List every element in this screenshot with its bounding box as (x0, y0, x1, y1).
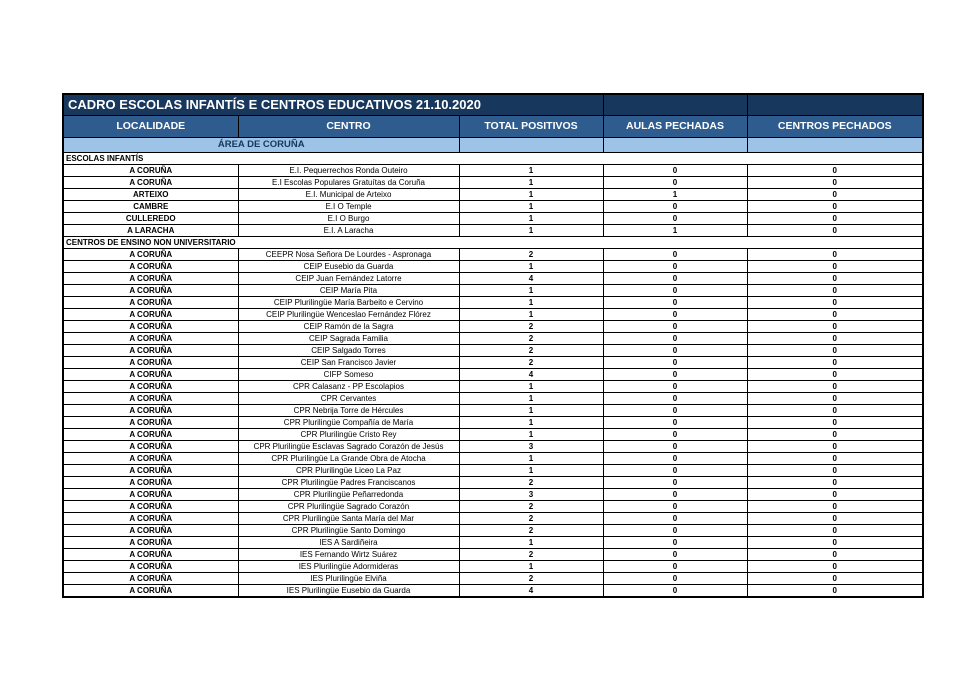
cell-localidade: A CORUÑA (63, 561, 238, 573)
table-row (63, 501, 923, 513)
table-row (63, 429, 923, 441)
cell-aulas-pechadas: 0 (603, 573, 747, 585)
cell-localidade: A CORUÑA (63, 429, 238, 441)
cell-total-positivos: 4 (459, 273, 603, 285)
column-header-localidade: LOCALIDADE (63, 116, 238, 138)
cell-centros-pechados: 0 (747, 429, 923, 441)
table-row (63, 417, 923, 429)
table-row (63, 321, 923, 333)
cell-centro: IES Plurilingüe Eusebio da Guarda (238, 585, 459, 598)
table-row (63, 405, 923, 417)
cell-localidade: A CORUÑA (63, 177, 238, 189)
cell-total-positivos: 1 (459, 405, 603, 417)
cell-localidade: CAMBRE (63, 201, 238, 213)
table-row (63, 345, 923, 357)
cell-localidade: A CORUÑA (63, 489, 238, 501)
cell-aulas-pechadas: 0 (603, 201, 747, 213)
cell-aulas-pechadas: 0 (603, 345, 747, 357)
cell-localidade: A CORUÑA (63, 417, 238, 429)
cell-aulas-pechadas: 0 (603, 369, 747, 381)
cell-aulas-pechadas: 0 (603, 585, 747, 598)
table-row (63, 441, 923, 453)
area-row-empty-cell-1 (459, 138, 603, 153)
cell-centro: E.I O Burgo (238, 213, 459, 225)
cell-centros-pechados: 0 (747, 213, 923, 225)
cell-localidade: A CORUÑA (63, 405, 238, 417)
cell-localidade: A CORUÑA (63, 501, 238, 513)
cell-centro: CPR Plurilingüe Santa María del Mar (238, 513, 459, 525)
cell-localidade: A CORUÑA (63, 525, 238, 537)
cell-centro: E.I O Temple (238, 201, 459, 213)
cell-aulas-pechadas: 0 (603, 561, 747, 573)
cell-centro: CIFP Someso (238, 369, 459, 381)
table-row (63, 225, 923, 237)
table-row (63, 453, 923, 465)
title-row-empty-cell-1 (603, 94, 747, 116)
cell-aulas-pechadas: 0 (603, 417, 747, 429)
cell-centro: E.I Escolas Populares Gratuítas da Coruña (238, 177, 459, 189)
table-row (63, 309, 923, 321)
cell-centros-pechados: 0 (747, 189, 923, 201)
table-row (63, 273, 923, 285)
cell-aulas-pechadas: 0 (603, 321, 747, 333)
title-row-empty-cell-2 (747, 94, 923, 116)
cell-centro: CPR Plurilingüe Sagrado Corazón (238, 501, 459, 513)
cell-aulas-pechadas: 0 (603, 165, 747, 177)
cell-total-positivos: 1 (459, 225, 603, 237)
section-header-row (63, 153, 923, 165)
table-row (63, 369, 923, 381)
cell-centros-pechados: 0 (747, 249, 923, 261)
cell-aulas-pechadas: 0 (603, 309, 747, 321)
cell-total-positivos: 2 (459, 321, 603, 333)
cell-localidade: A CORUÑA (63, 453, 238, 465)
column-header-row (63, 116, 923, 138)
cell-localidade: A CORUÑA (63, 309, 238, 321)
cell-total-positivos: 1 (459, 285, 603, 297)
cell-total-positivos: 4 (459, 369, 603, 381)
cell-aulas-pechadas: 0 (603, 465, 747, 477)
area-header-label: ÁREA DE CORUÑA (63, 138, 459, 153)
cell-localidade: A CORUÑA (63, 357, 238, 369)
cell-centros-pechados: 0 (747, 465, 923, 477)
cell-aulas-pechadas: 0 (603, 261, 747, 273)
cell-centro: CEIP Ramón de la Sagra (238, 321, 459, 333)
cell-aulas-pechadas: 0 (603, 333, 747, 345)
cell-localidade: A CORUÑA (63, 465, 238, 477)
cell-total-positivos: 1 (459, 537, 603, 549)
table-row (63, 189, 923, 201)
table-row (63, 525, 923, 537)
cell-localidade: A CORUÑA (63, 273, 238, 285)
cell-localidade: A CORUÑA (63, 537, 238, 549)
cell-total-positivos: 2 (459, 513, 603, 525)
column-header-total-positivos: TOTAL POSITIVOS (459, 116, 603, 138)
cell-localidade: A CORUÑA (63, 573, 238, 585)
cell-centro: CEIP Plurilingüe Wenceslao Fernández Flórez (238, 309, 459, 321)
table-row (63, 465, 923, 477)
cell-total-positivos: 1 (459, 393, 603, 405)
cell-centros-pechados: 0 (747, 513, 923, 525)
table-title: CADRO ESCOLAS INFANTÍS E CENTROS EDUCATIVOS 21.10.2020 (63, 94, 603, 116)
cell-aulas-pechadas: 0 (603, 405, 747, 417)
cell-centro: CEIP Eusebio da Guarda (238, 261, 459, 273)
cell-localidade: A CORUÑA (63, 393, 238, 405)
section-label: ESCOLAS INFANTÍS (63, 153, 923, 165)
table-row (63, 165, 923, 177)
cell-aulas-pechadas: 0 (603, 249, 747, 261)
cell-centro: E.I. Pequerrechos Ronda Outeiro (238, 165, 459, 177)
cell-total-positivos: 2 (459, 357, 603, 369)
cell-localidade: A CORUÑA (63, 369, 238, 381)
cell-centro: CPR Plurilingüe La Grande Obra de Atocha (238, 453, 459, 465)
cell-total-positivos: 1 (459, 381, 603, 393)
section-label: CENTROS DE ENSINO NON UNIVERSITARIO (63, 237, 923, 249)
table-row (63, 381, 923, 393)
table-row (63, 549, 923, 561)
cell-centros-pechados: 0 (747, 321, 923, 333)
cell-localidade: A CORUÑA (63, 297, 238, 309)
area-header-row (63, 138, 923, 153)
cell-aulas-pechadas: 0 (603, 513, 747, 525)
cell-centro: CEIP Juan Fernández Latorre (238, 273, 459, 285)
table-row (63, 297, 923, 309)
cell-total-positivos: 1 (459, 213, 603, 225)
covid-schools-table (62, 93, 924, 598)
cell-total-positivos: 1 (459, 189, 603, 201)
cell-total-positivos: 2 (459, 549, 603, 561)
cell-localidade: A CORUÑA (63, 477, 238, 489)
cell-aulas-pechadas: 0 (603, 525, 747, 537)
cell-localidade: A CORUÑA (63, 345, 238, 357)
table-row (63, 561, 923, 573)
cell-centros-pechados: 0 (747, 393, 923, 405)
cell-centro: IES Fernando Wirtz Suárez (238, 549, 459, 561)
cell-aulas-pechadas: 1 (603, 225, 747, 237)
cell-centro: IES Plurilingüe Adormideras (238, 561, 459, 573)
cell-centros-pechados: 0 (747, 261, 923, 273)
cell-localidade: A CORUÑA (63, 165, 238, 177)
table-row (63, 585, 923, 598)
cell-centros-pechados: 0 (747, 273, 923, 285)
cell-total-positivos: 2 (459, 249, 603, 261)
table-row (63, 513, 923, 525)
cell-total-positivos: 2 (459, 477, 603, 489)
cell-centro: CEIP Plurilingüe María Barbeito e Cervino (238, 297, 459, 309)
cell-total-positivos: 2 (459, 525, 603, 537)
cell-total-positivos: 1 (459, 177, 603, 189)
cell-centros-pechados: 0 (747, 345, 923, 357)
cell-centros-pechados: 0 (747, 501, 923, 513)
section-header-row (63, 237, 923, 249)
cell-centro: CPR Cervantes (238, 393, 459, 405)
cell-centros-pechados: 0 (747, 573, 923, 585)
cell-localidade: A CORUÑA (63, 513, 238, 525)
cell-aulas-pechadas: 0 (603, 429, 747, 441)
cell-aulas-pechadas: 0 (603, 357, 747, 369)
cell-total-positivos: 2 (459, 573, 603, 585)
cell-total-positivos: 2 (459, 333, 603, 345)
table-row (63, 201, 923, 213)
cell-total-positivos: 1 (459, 201, 603, 213)
cell-centros-pechados: 0 (747, 441, 923, 453)
table-row (63, 333, 923, 345)
cell-centros-pechados: 0 (747, 225, 923, 237)
cell-centros-pechados: 0 (747, 405, 923, 417)
cell-centros-pechados: 0 (747, 309, 923, 321)
cell-localidade: A CORUÑA (63, 261, 238, 273)
cell-total-positivos: 1 (459, 417, 603, 429)
cell-aulas-pechadas: 0 (603, 273, 747, 285)
table-row (63, 249, 923, 261)
cell-aulas-pechadas: 1 (603, 189, 747, 201)
covid-schools-table-container (62, 93, 922, 598)
cell-centros-pechados: 0 (747, 585, 923, 598)
cell-centro: E.I. Municipal de Arteixo (238, 189, 459, 201)
cell-centros-pechados: 0 (747, 201, 923, 213)
cell-total-positivos: 1 (459, 309, 603, 321)
cell-localidade: A CORUÑA (63, 333, 238, 345)
cell-localidade: A CORUÑA (63, 321, 238, 333)
table-row (63, 261, 923, 273)
cell-centros-pechados: 0 (747, 549, 923, 561)
cell-centro: CPR Plurilingüe Compañía de María (238, 417, 459, 429)
column-header-centros-pechados: CENTROS PECHADOS (747, 116, 923, 138)
table-row (63, 393, 923, 405)
cell-total-positivos: 1 (459, 561, 603, 573)
cell-centros-pechados: 0 (747, 381, 923, 393)
table-title-row (63, 94, 923, 116)
cell-centro: CPR Plurilingüe Esclavas Sagrado Corazón de Jesús (238, 441, 459, 453)
cell-total-positivos: 2 (459, 345, 603, 357)
cell-centro: IES A Sardiñeira (238, 537, 459, 549)
cell-centros-pechados: 0 (747, 333, 923, 345)
cell-aulas-pechadas: 0 (603, 453, 747, 465)
cell-localidade: A CORUÑA (63, 441, 238, 453)
cell-aulas-pechadas: 0 (603, 393, 747, 405)
cell-localidade: A CORUÑA (63, 249, 238, 261)
cell-centro: CEIP María Pita (238, 285, 459, 297)
cell-localidade: A CORUÑA (63, 549, 238, 561)
table-row (63, 213, 923, 225)
cell-total-positivos: 4 (459, 585, 603, 598)
cell-aulas-pechadas: 0 (603, 441, 747, 453)
cell-centros-pechados: 0 (747, 357, 923, 369)
table-row (63, 573, 923, 585)
table-body (63, 153, 923, 598)
cell-aulas-pechadas: 0 (603, 297, 747, 309)
cell-aulas-pechadas: 0 (603, 549, 747, 561)
cell-total-positivos: 3 (459, 441, 603, 453)
table-row (63, 477, 923, 489)
cell-localidade: CULLEREDO (63, 213, 238, 225)
table-row (63, 537, 923, 549)
cell-centros-pechados: 0 (747, 489, 923, 501)
cell-localidade: A LARACHA (63, 225, 238, 237)
cell-total-positivos: 3 (459, 489, 603, 501)
cell-centro: CEIP Sagrada Familia (238, 333, 459, 345)
column-header-aulas-pechadas: AULAS PECHADAS (603, 116, 747, 138)
cell-centros-pechados: 0 (747, 165, 923, 177)
cell-aulas-pechadas: 0 (603, 477, 747, 489)
cell-aulas-pechadas: 0 (603, 501, 747, 513)
cell-centros-pechados: 0 (747, 369, 923, 381)
cell-centro: CPR Plurilingüe Peñarredonda (238, 489, 459, 501)
cell-aulas-pechadas: 0 (603, 285, 747, 297)
table-row (63, 357, 923, 369)
cell-centros-pechados: 0 (747, 297, 923, 309)
cell-aulas-pechadas: 0 (603, 213, 747, 225)
cell-centros-pechados: 0 (747, 285, 923, 297)
cell-centros-pechados: 0 (747, 177, 923, 189)
cell-centros-pechados: 0 (747, 561, 923, 573)
cell-centro: CEIP San Francisco Javier (238, 357, 459, 369)
area-row-empty-cell-2 (603, 138, 747, 153)
cell-centro: E.I. A Laracha (238, 225, 459, 237)
cell-centros-pechados: 0 (747, 417, 923, 429)
cell-aulas-pechadas: 0 (603, 381, 747, 393)
cell-aulas-pechadas: 0 (603, 177, 747, 189)
cell-centros-pechados: 0 (747, 537, 923, 549)
cell-localidade: A CORUÑA (63, 381, 238, 393)
cell-centro: CPR Nebrija Torre de Hércules (238, 405, 459, 417)
cell-total-positivos: 1 (459, 429, 603, 441)
table-row (63, 285, 923, 297)
cell-centro: CEEPR Nosa Señora De Lourdes - Aspronaga (238, 249, 459, 261)
table-row (63, 489, 923, 501)
cell-total-positivos: 1 (459, 465, 603, 477)
cell-centro: CPR Plurilingüe Padres Franciscanos (238, 477, 459, 489)
cell-localidade: ARTEIXO (63, 189, 238, 201)
cell-total-positivos: 2 (459, 501, 603, 513)
cell-centro: CPR Plurilingüe Santo Domingo (238, 525, 459, 537)
cell-total-positivos: 1 (459, 165, 603, 177)
column-header-centro: CENTRO (238, 116, 459, 138)
cell-centro: CPR Plurilingüe Cristo Rey (238, 429, 459, 441)
cell-aulas-pechadas: 0 (603, 537, 747, 549)
cell-localidade: A CORUÑA (63, 285, 238, 297)
cell-centro: CEIP Salgado Torres (238, 345, 459, 357)
area-row-empty-cell-3 (747, 138, 923, 153)
cell-total-positivos: 1 (459, 297, 603, 309)
cell-centros-pechados: 0 (747, 477, 923, 489)
cell-centros-pechados: 0 (747, 453, 923, 465)
cell-centro: CPR Calasanz - PP Escolapios (238, 381, 459, 393)
cell-localidade: A CORUÑA (63, 585, 238, 598)
cell-centros-pechados: 0 (747, 525, 923, 537)
cell-centro: CPR Plurilingüe Liceo La Paz (238, 465, 459, 477)
table-row (63, 177, 923, 189)
cell-centro: IES Plurilingüe Elviña (238, 573, 459, 585)
cell-aulas-pechadas: 0 (603, 489, 747, 501)
cell-total-positivos: 1 (459, 453, 603, 465)
cell-total-positivos: 1 (459, 261, 603, 273)
